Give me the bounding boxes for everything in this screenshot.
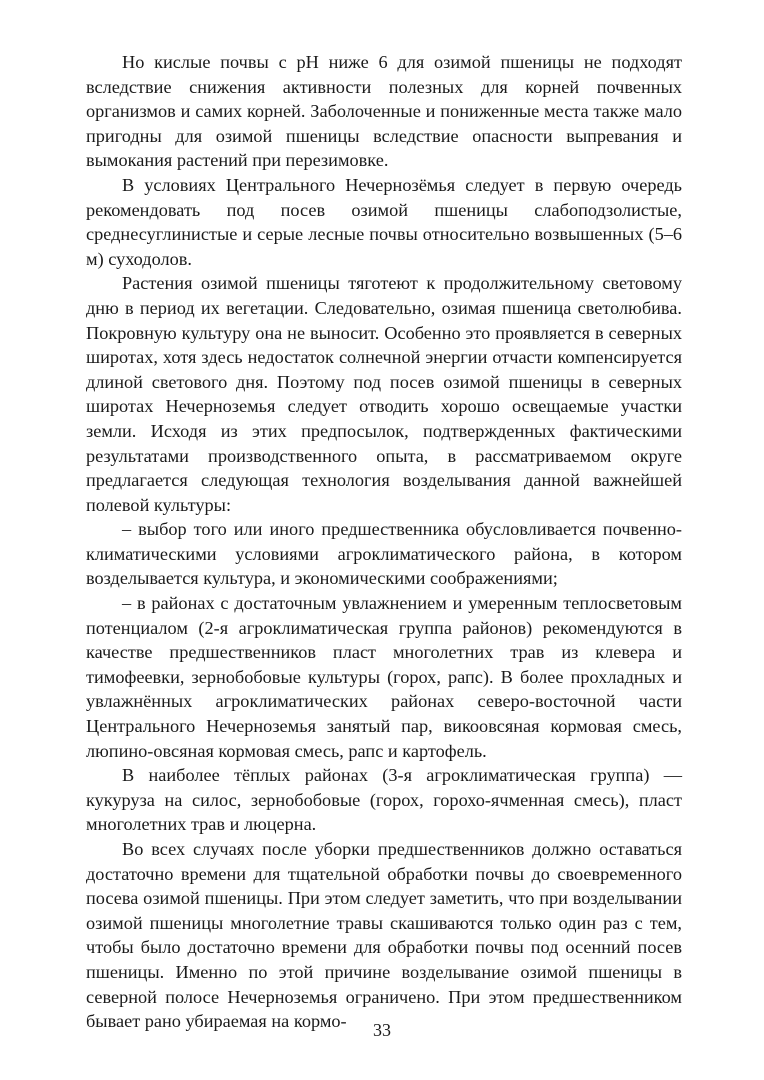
paragraph-5: Во всех случаях после уборки предшественников должно оставаться достаточно времени для тщательной обработки почвы до своевременного посева озимой пшеницы. При этом следует заметить, что при возделывании озимой пшеницы многолетние травы скашиваются только один раз с тем, чтобы было достаточно времени для обработки почвы под осенний посев пшеницы. Именно по этой причине возделывание озимой пшеницы в северной полосе Нечерноземья ограничено. При этом предшественником бывает рано убираемая на кормо- bbox=[86, 839, 682, 1032]
page-number: 33 bbox=[373, 1020, 391, 1040]
list-item-1: – выбор того или иного предшественника обусловливается почвенно-климатическими условиями агроклиматического района, в котором возделывается культура, и экономическими соображениями; bbox=[86, 519, 682, 589]
paragraph-4: В наиболее тёплых районах (3-я агроклиматическая группа) — кукуруза на силос, зернобобовые (горох, горохо-ячменная смесь), пласт многолетних трав и люцерна. bbox=[86, 765, 682, 835]
list-item-2: – в районах с достаточным увлажнением и умеренным теплосветовым потенциалом (2-я агроклиматическая группа районов) рекомендуются в качестве предшественников пласт многолетних трав из клевера и тимофеевки, зернобобовые культуры (горох, рапс). В более прохладных и увлажнённых агроклиматических районах северо-восточной части Центрального Нечерноземья занятый пар, викоовсяная кормовая смесь, люпино-овсяная кормовая смесь, рапс и картофель. bbox=[86, 593, 682, 761]
paragraph-3: Растения озимой пшеницы тяготеют к продолжительному световому дню в период их вегетации. Следовательно, озимая пшеница светолюбива. Покровную культуру она не выносит. Особенно это проявляется в северных широтах, хотя здесь недостаток солнечной энергии отчасти компенсируется длиной светового дня. Поэтому под посев озимой пшеницы в северных широтах Нечерноземья следует отводить хорошо освещаемые участки земли. Исходя из этих предпосылок, подтвержденных фактическими результатами производственного опыта, в рассматриваемом округе предлагается следующая технология возделывания данной важнейшей полевой культуры: bbox=[86, 273, 682, 515]
paragraph-2: В условиях Центрального Нечернозёмья следует в первую очередь рекомендовать под посев озимой пшеницы слабоподзолистые, среднесуглинистые и серые лесные почвы относительно возвышенных (5–6 м) суходолов. bbox=[86, 174, 682, 269]
page-body bbox=[86, 50, 682, 1034]
paragraph-1: Но кислые почвы с pH ниже 6 для озимой пшеницы не подходят вследствие снижения активности полезных для корней почвенных организмов и самих корней. Заболоченные и пониженные места также мало пригодны для озимой пшеницы вследствие опасности выпревания и вымокания растений при перезимовке. bbox=[86, 52, 682, 171]
